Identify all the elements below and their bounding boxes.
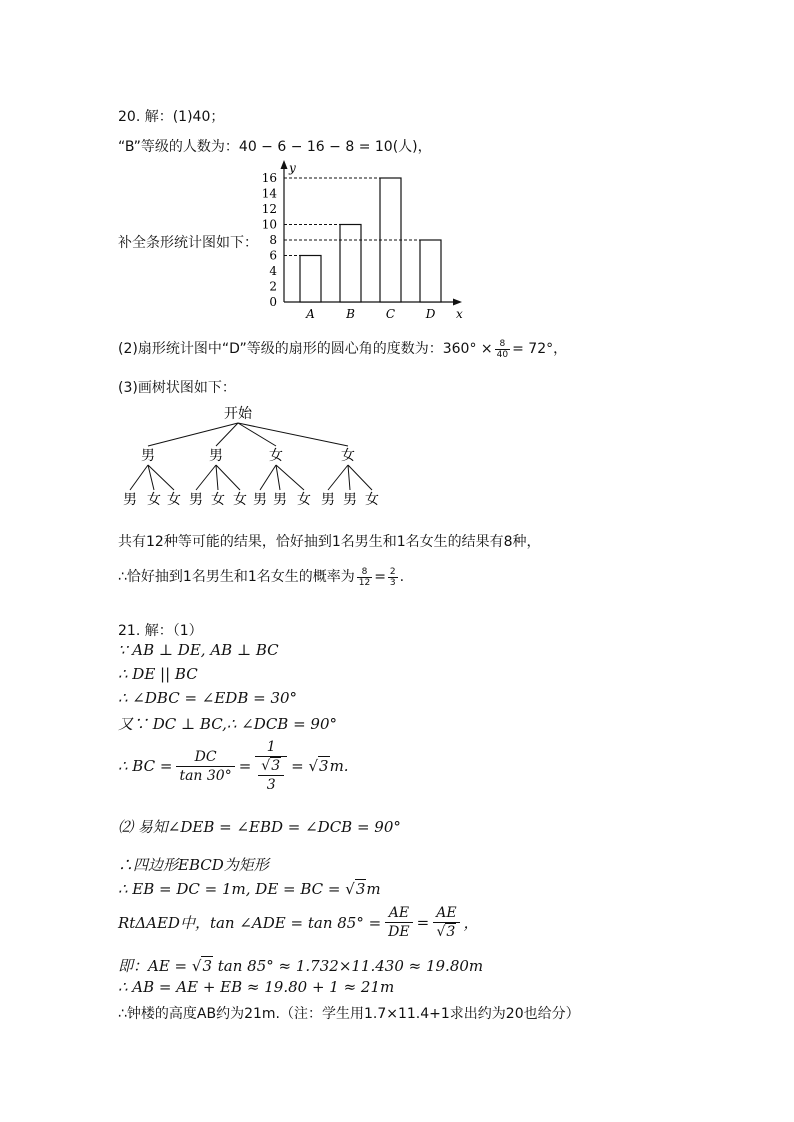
l5-result: √3m. — [303, 757, 349, 775]
l5-frac2-den-root: 3 — [271, 758, 281, 774]
y-tick-label: 8 — [269, 233, 277, 247]
l5-frac1-den: tan 30° — [179, 767, 232, 784]
p21-line-2: ∴ DE || BC — [118, 665, 198, 683]
p21-line-1: ∵ AB ⊥ DE, AB ⊥ BC — [118, 641, 279, 659]
tree-node-l2: 男 — [123, 492, 137, 508]
prob-eq: = — [374, 569, 386, 585]
prob-suffix: . — [399, 569, 405, 585]
l9-frac1-den: DE — [388, 924, 410, 940]
tree-node-l2: 女 — [211, 492, 225, 508]
l5-frac2-den — [255, 757, 287, 794]
part2-prefix: (2)扇形统计图中“D”等级的扇形的圆心角的度数为：360° × — [118, 341, 493, 357]
l5-result-root: 3 — [319, 757, 329, 775]
probability-line — [118, 566, 404, 588]
x-axis-arrow — [453, 299, 462, 306]
b-grade-count-line: “B”等级的人数为：40 − 6 − 16 − 8 = 10(人)， — [118, 139, 432, 155]
y-axis-label: y — [289, 161, 296, 175]
part3-line: (3)画树状图如下： — [118, 380, 236, 396]
l5-fraction-2 — [255, 738, 287, 794]
p21-line-7: ∴四边形EBCD为矩形 — [118, 856, 269, 874]
tree-branch-l2 — [276, 465, 280, 490]
prob-fraction-1 — [357, 567, 372, 588]
l8-prefix: ∴ EB = DC = 1m, DE = BC = — [118, 880, 341, 898]
tree-node-l2: 男 — [343, 492, 357, 508]
bar-chart — [256, 160, 470, 324]
l8-unit: m — [366, 880, 381, 898]
tree-node-l2: 女 — [365, 492, 379, 508]
tree-diagram — [112, 404, 392, 516]
p21-line-9 — [118, 904, 479, 941]
l5-eq: = — [238, 757, 252, 775]
chart-caption: 补全条形统计图如下： — [118, 235, 258, 251]
tree-node-l2: 女 — [147, 492, 161, 508]
l10-suffix: tan 85° ≈ 1.732×11.430 ≈ 19.80m — [217, 957, 484, 975]
tree-node-l1: 女 — [341, 448, 355, 464]
problem-20-header: 20. 解：(1)40； — [118, 109, 225, 125]
y-axis-arrow — [281, 160, 288, 169]
l9-eq: = — [416, 913, 430, 932]
part2-frac-num: 8 — [495, 339, 510, 350]
tree-branch-l2 — [328, 465, 348, 490]
tree-node-l2: 男 — [273, 492, 287, 508]
part2-line — [118, 338, 567, 360]
l5-frac2-den-sqrt: √3 — [258, 757, 284, 776]
y-tick-label: 12 — [261, 202, 277, 216]
y-tick-label: 14 — [261, 186, 277, 201]
l10-prefix: 即：AE = — [118, 957, 188, 975]
prob-prefix: ∴恰好抽到1名男生和1名女生的概率为 — [118, 569, 355, 585]
y-tick-label: 10 — [261, 217, 277, 232]
tree-branch-l1 — [238, 423, 348, 446]
tree-node-l1: 男 — [141, 448, 155, 464]
prob-frac1-num: 8 — [357, 567, 372, 578]
part2-suffix: = 72°， — [512, 341, 568, 357]
l8-root: 3 — [355, 880, 366, 898]
p21-line-3: ∴ ∠DBC = ∠EDB = 30° — [118, 689, 298, 707]
tree-branch-l1 — [216, 423, 238, 446]
tree-branch-l2 — [348, 465, 350, 490]
l5-fraction-1 — [176, 748, 234, 785]
bar-B — [340, 225, 361, 303]
x-axis-label: x — [456, 307, 463, 321]
l9-fraction-1 — [385, 904, 412, 941]
l9-fraction-2 — [433, 904, 459, 941]
y-tick-label: 0 — [269, 295, 277, 309]
tree-branch-l2 — [260, 465, 276, 490]
tree-node-l1: 男 — [209, 448, 223, 464]
x-tick-label: D — [425, 307, 436, 321]
p21-line-4: 又∵ DC ⊥ BC,∴ ∠DCB = 90° — [118, 715, 338, 733]
x-tick-label: A — [306, 307, 315, 321]
tree-branch-l2 — [148, 465, 174, 490]
tree-root: 开始 — [224, 406, 252, 422]
prob-fraction-2 — [388, 567, 398, 588]
l10-root: 3 — [202, 957, 212, 975]
x-tick-label: C — [385, 307, 396, 321]
part2-fraction — [495, 339, 510, 360]
prob-frac2-num: 2 — [389, 566, 396, 577]
y-tick-label: 2 — [269, 279, 277, 294]
l9-suffix: ， — [463, 914, 479, 932]
tree-branch-l2 — [130, 465, 148, 490]
p21-line-12: ∴钟楼的高度AB约为21m.（注：学生用1.7×11.4+1求出约为20也给分） — [118, 1006, 580, 1022]
l9-frac2-den: √3 — [436, 924, 456, 940]
tree-branch-l2 — [216, 465, 218, 490]
y-tick-label: 4 — [269, 264, 277, 278]
tree-node-l2: 女 — [167, 492, 181, 508]
result-line: 共有12种等可能的结果，恰好抽到1名男生和1名女生的结果有8种， — [118, 534, 541, 550]
tree-node-l1: 女 — [269, 448, 283, 464]
l9-prefix: RtΔAED中，tan ∠ADE = tan 85° = — [118, 914, 382, 932]
l5-eq-2: = — [291, 757, 304, 775]
x-tick-label: B — [346, 307, 355, 321]
prob-frac2-den: 3 — [389, 577, 396, 588]
l5-prefix: ∴ BC = — [118, 757, 173, 775]
problem-21-header: 21. 解：（1） — [118, 623, 203, 639]
l9-frac2-den-root: 3 — [446, 924, 456, 940]
y-tick-label: 16 — [261, 171, 277, 185]
l5-frac1-num: DC — [176, 748, 234, 767]
p21-line-5 — [118, 738, 349, 794]
l5-frac2-num: 1 — [255, 738, 287, 757]
tree-branch-l2 — [148, 465, 154, 490]
tree-node-l2: 男 — [321, 492, 335, 508]
l9-frac1-num: AE — [385, 904, 412, 923]
bar-A — [300, 256, 321, 303]
part2-frac-den: 40 — [496, 349, 509, 360]
p21-line-10: 即：AE = √3 tan 85° ≈ 1.732×11.430 ≈ 19.80m — [118, 957, 484, 975]
tree-branch-l2 — [348, 465, 372, 490]
tree-branch-l2 — [196, 465, 216, 490]
tree-node-l2: 女 — [233, 492, 247, 508]
l5-result-unit: m. — [329, 757, 349, 775]
tree-node-l2: 男 — [253, 492, 267, 508]
tree-branch-l2 — [276, 465, 304, 490]
tree-node-l2: 女 — [297, 492, 311, 508]
tree-node-l2: 男 — [189, 492, 203, 508]
tree-branch-l1 — [238, 423, 276, 446]
prob-frac1-den: 12 — [358, 577, 371, 588]
y-tick-label: 6 — [269, 248, 277, 263]
l5-frac2-den-den: 3 — [266, 777, 276, 793]
tree-branch-l1 — [148, 423, 238, 446]
tree-branch-l2 — [216, 465, 240, 490]
p21-line-6: ⑵ 易知∠DEB = ∠EBD = ∠DCB = 90° — [118, 818, 401, 836]
l9-frac2-num: AE — [433, 904, 459, 923]
p21-line-11: ∴ AB = AE + EB ≈ 19.80 + 1 ≈ 21m — [118, 978, 395, 996]
p21-line-8: ∴ EB = DC = 1m, DE = BC = √3m — [118, 880, 381, 898]
bar-D — [420, 240, 441, 302]
